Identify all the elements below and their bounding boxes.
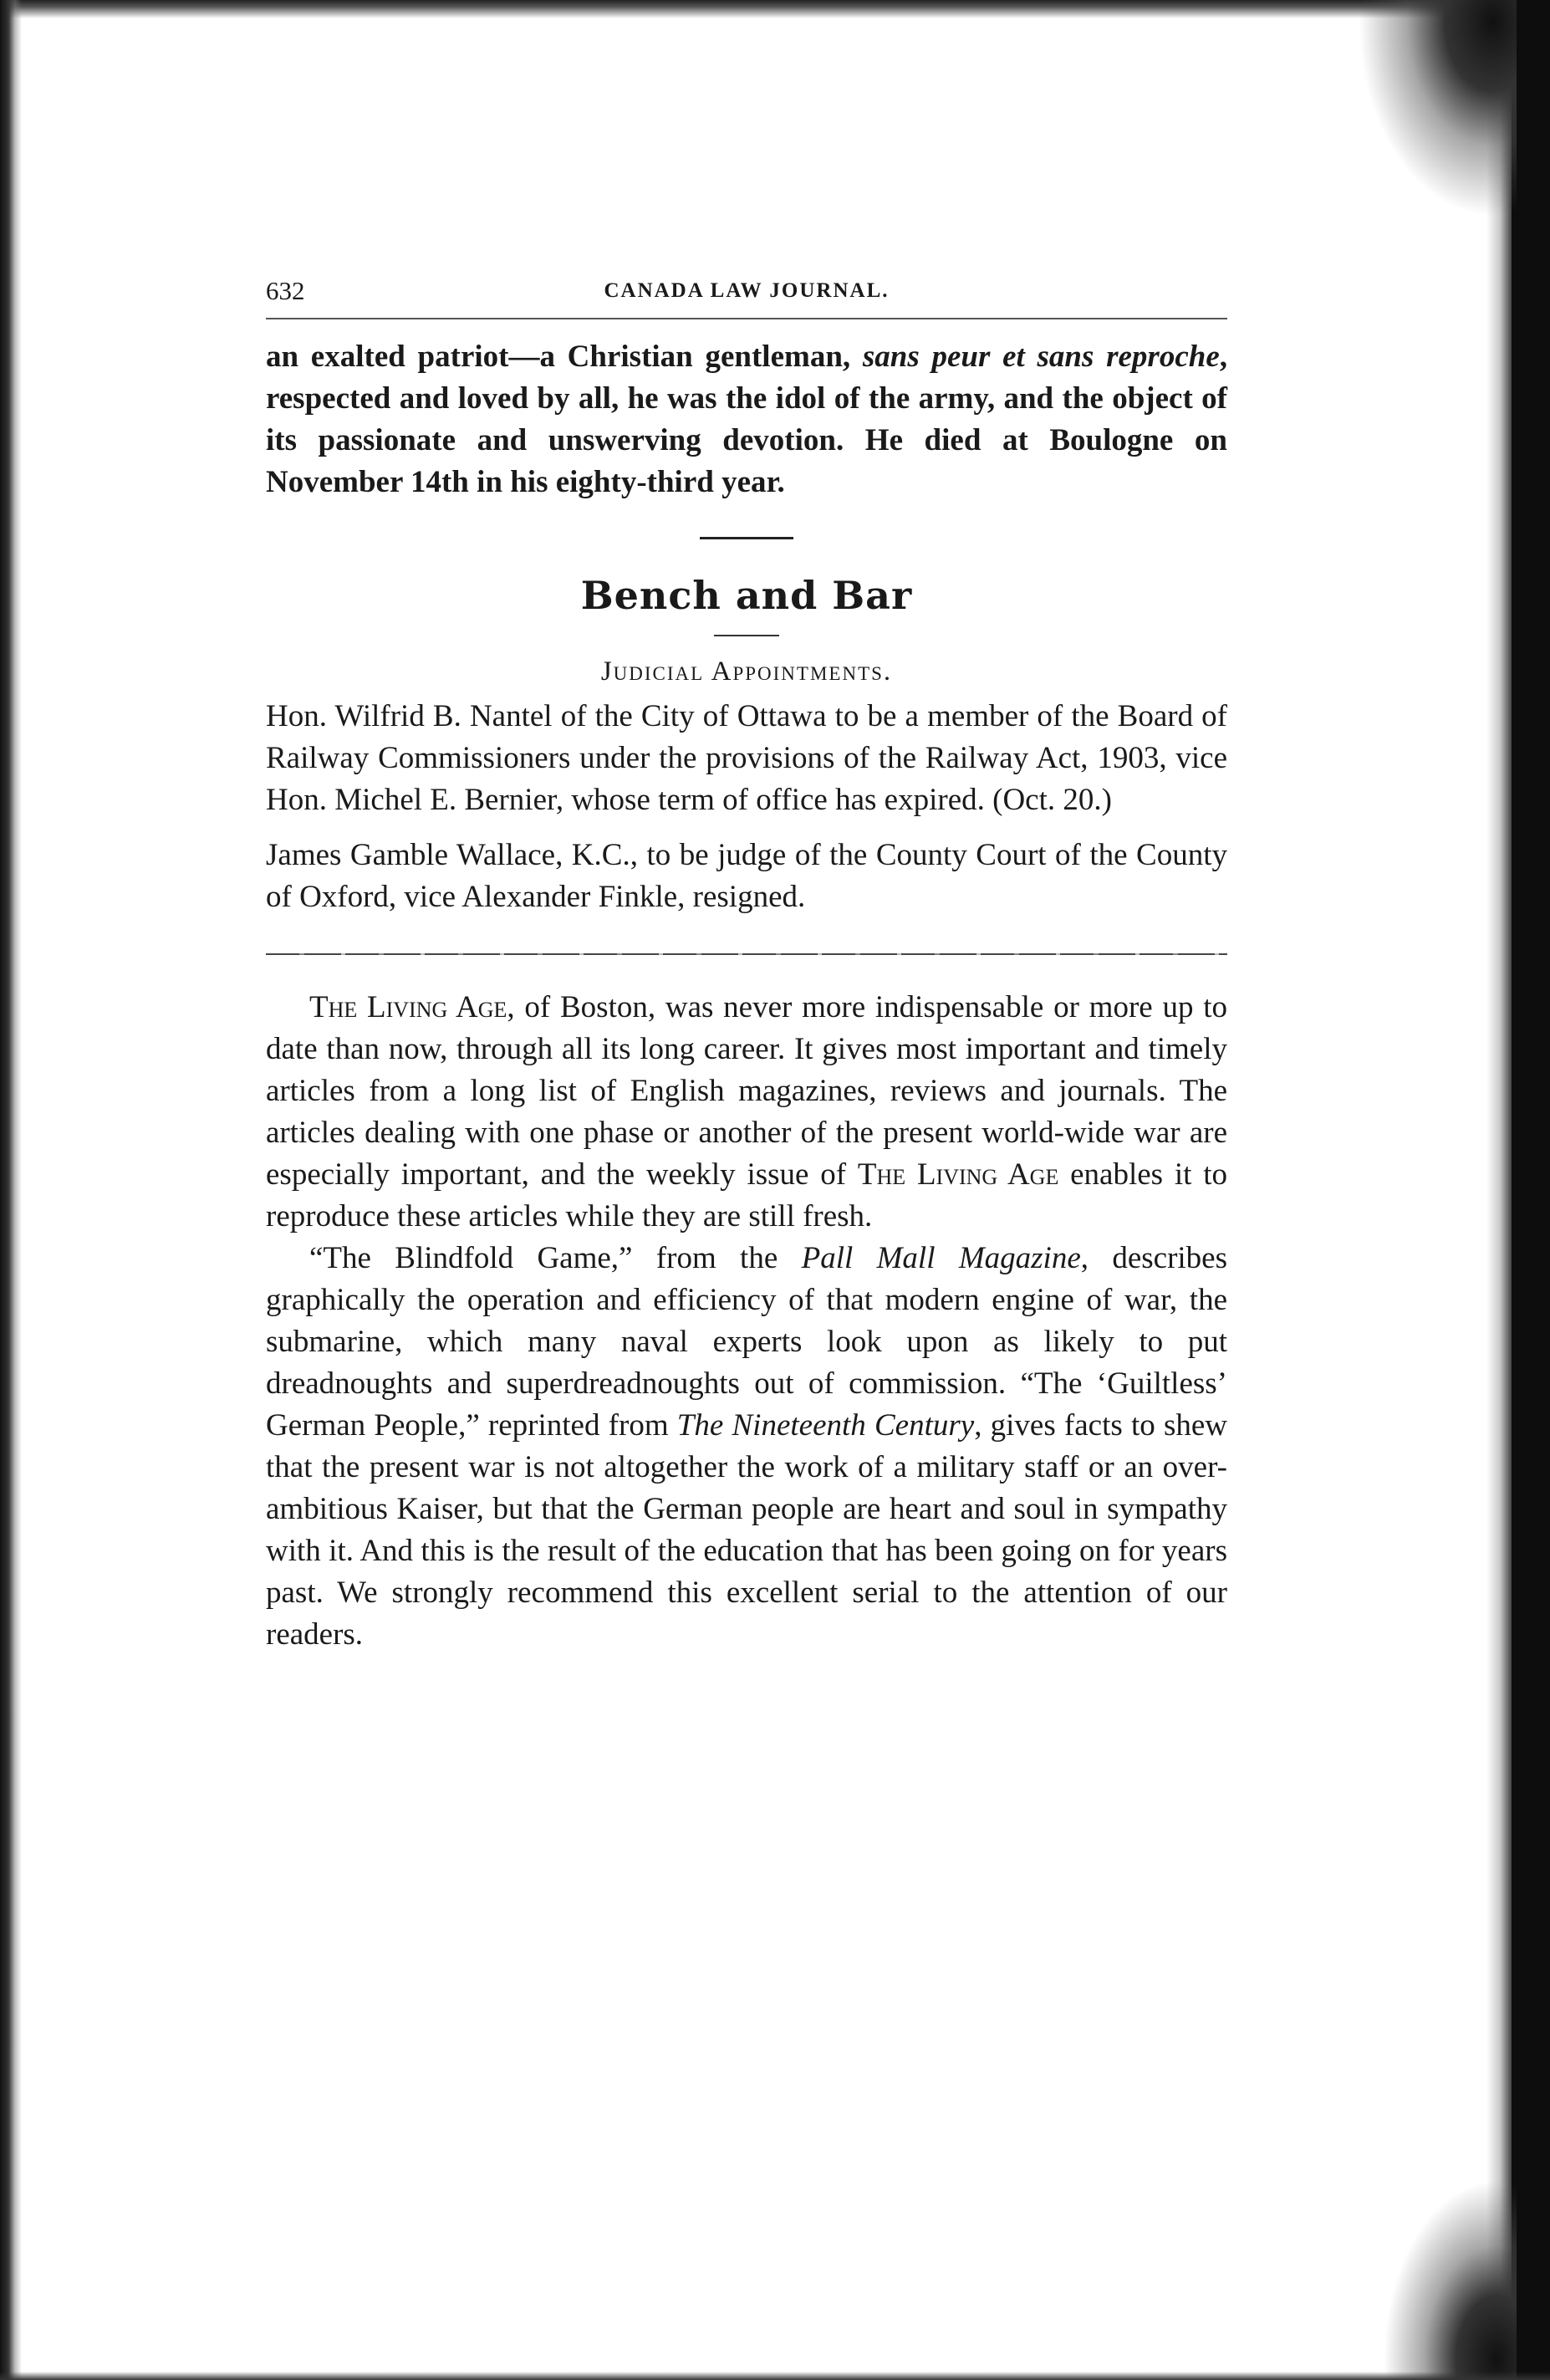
scan-edge-left xyxy=(0,0,22,2380)
opening-text-1: an exalted patriot—a Christian gentleman, xyxy=(266,340,863,374)
scan-edge-top xyxy=(0,0,1550,18)
notice-text-1: , of Boston, was never more indispensable or more up to date than now, through all its long career. It gives most important and timely articles from a long list of English magazines, reviews and journals. The articles dealing with one phase or another of the present world-wide war are especially important, and the weekly issue of xyxy=(266,990,1227,1192)
section-subhead: Judicial Appointments. xyxy=(600,656,893,687)
opening-paragraph xyxy=(266,336,1227,503)
notice-text-2: enables it to reproduce these articles while they are still fresh. xyxy=(266,1157,1227,1233)
notice-publication-name: The Living Age xyxy=(857,1157,1059,1192)
journal-title: CANADA LAW JOURNAL. xyxy=(604,279,890,302)
section-title-rule xyxy=(714,635,779,636)
notice-text-3: “The Blindfold Game,” from the xyxy=(309,1241,802,1275)
appointment-paragraph: James Gamble Wallace, K.C., to be judge of the County Court of the County of Oxford, vice Alexander Finkle, resigned. xyxy=(266,838,1227,914)
scan-edge-right xyxy=(1408,0,1550,2380)
notice-paragraph-blindfold-game xyxy=(266,1238,1227,1656)
opening-text-2: , respected and loved by all, he was the idol of the army, and the object of its passionate and unswerving devotion. He died at Boulogne on November 14th in his eighty-third year. xyxy=(266,340,1227,499)
header-rule xyxy=(266,318,1227,319)
notice-italic-title: The Nineteenth Century xyxy=(676,1408,975,1443)
scan-edge-right-fringe xyxy=(1486,0,1512,2380)
page-number: 632 xyxy=(266,276,305,305)
journal-page xyxy=(266,276,1227,1656)
notice-divider-rule xyxy=(266,953,1227,955)
appointment-paragraph: Hon. Wilfrid B. Nantel of the City of Ottawa to be a member of the Board of Railway Commissioners under the provisions of the Railway Act, 1903, vice Hon. Michel E. Bernier, whose term of office has expired. (Oct. 20.) xyxy=(266,699,1227,817)
scan-corner-bottom xyxy=(1383,2179,1517,2380)
scan-corner-top xyxy=(1358,0,1517,217)
notice-text-5: , gives facts to shew that the present war is not altogether the work of a military staff or an over-ambitious Kaiser, but that the German people are heart and soul in sympathy with it. And this is the result of the education that has been going on for years past. We strongly recommend this excellent serial to the attention of our readers. xyxy=(266,1408,1227,1652)
section-title: Bench and Bar xyxy=(580,573,913,618)
notice-text-4: , describes graphically the operation and efficiency of that modern engine of war, the submarine, which many naval experts look upon as likely to put dreadnoughts and superdreadnoughts out of commission. “The ‘Guiltless’ German People,” reprinted from xyxy=(266,1241,1227,1443)
running-head xyxy=(266,276,1227,309)
notice-publication-name: The Living Age xyxy=(309,990,507,1024)
scan-edge-bottom xyxy=(0,2372,1550,2380)
section-divider-rule xyxy=(700,537,793,539)
scan-edge-right-band xyxy=(1512,0,1550,2380)
notice-paragraph-living-age xyxy=(266,987,1227,1238)
opening-italic-phrase: sans peur et sans reproche xyxy=(862,340,1220,374)
notice-italic-title: Pall Mall Magazine xyxy=(801,1241,1081,1275)
